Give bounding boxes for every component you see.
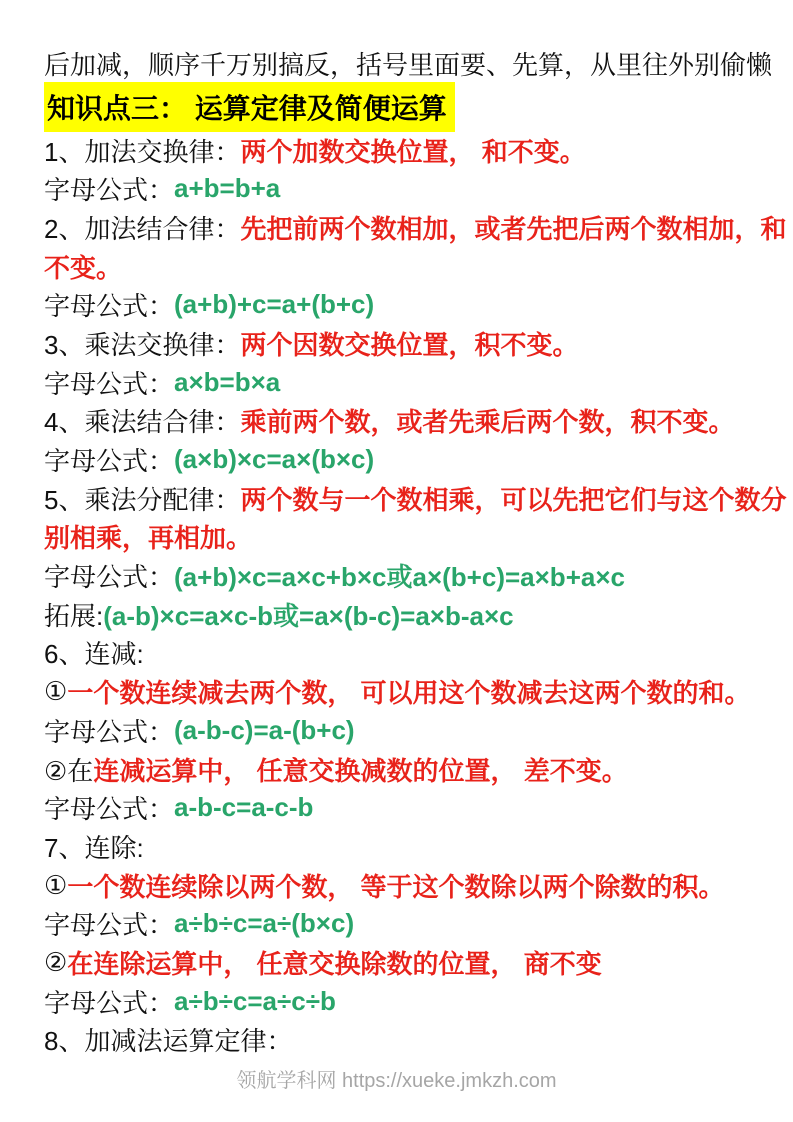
text-segment-red: 连减运算中， 任意交换减数的位置， 差不变。 [93, 755, 628, 786]
text-segment-red: 乘前两个数，或者先乘后两个数，积不变。 [240, 407, 735, 438]
text-segment-green: a÷b÷c=a÷c÷b [174, 985, 336, 1016]
text-segment-black: 字母公式： [44, 291, 175, 322]
text-segment-black: 拓展: [44, 600, 104, 631]
text-segment-green: (a+b)+c=a+(b+c) [174, 289, 375, 320]
text-line [44, 982, 784, 1021]
text-line [44, 750, 784, 789]
text-line [44, 479, 787, 518]
text-segment-red: 不变。 [44, 252, 123, 283]
text-segment-black: ① [44, 676, 68, 707]
text-line [44, 285, 784, 324]
text-line [44, 247, 784, 286]
text-segment-green: (a+b)×c=a×c+b×c或a×(b+c)=a×b+a×c [174, 562, 625, 593]
text-line [44, 672, 784, 711]
text-segment-red: 先把前两个数相加，或者先把后两个数相加，和 [240, 213, 787, 244]
text-line [44, 44, 784, 83]
text-line [44, 634, 784, 673]
footer-site-link: 领航学科网 https://xueke.jmkzh.com [236, 1070, 557, 1092]
text-segment-black: 字母公式： [44, 910, 175, 941]
text-segment-black: 字母公式： [44, 368, 175, 399]
text-line [44, 943, 784, 982]
text-segment-black: 字母公式： [44, 794, 175, 825]
text-segment-black: 字母公式： [44, 175, 175, 206]
text-line [44, 324, 784, 363]
text-line [44, 169, 784, 208]
text-line [44, 440, 784, 479]
text-segment-black: 1、加法交换律： [44, 136, 241, 167]
text-line [44, 518, 784, 557]
text-line [44, 788, 784, 827]
text-segment-green: (a×b)×c=a×(b×c) [174, 444, 375, 475]
text-line [44, 131, 784, 170]
text-segment-red: 在连除运算中， 任意交换除数的位置， 商不变 [67, 948, 602, 979]
text-line [44, 827, 784, 866]
document-body [44, 44, 787, 1059]
text-segment-black: 4、乘法结合律： [44, 407, 241, 438]
text-segment-green: a×b=b×a [174, 366, 281, 397]
text-segment-black: 字母公式： [44, 562, 175, 593]
footer-watermark [0, 1064, 793, 1093]
text-line [44, 556, 784, 595]
text-segment-green: (a-b-c)=a-(b+c) [174, 714, 355, 745]
text-segment-black: 后加减，顺序千万别搞反，括号里面要、先算，从里往外别偷懒 [44, 49, 773, 80]
text-line [44, 402, 784, 441]
text-segment-green: a-b-c=a-c-b [174, 792, 314, 823]
text-line [44, 904, 784, 943]
text-segment-red: 一个数连续减去两个数， 可以用这个数减去这两个数的和。 [67, 678, 751, 709]
text-segment-black: 字母公式： [44, 987, 175, 1018]
text-segment-red: 两个因数交换位置，积不变。 [240, 329, 579, 360]
text-segment-red: 两个加数交换位置， 和不变。 [240, 136, 586, 167]
text-segment-red: 两个数与一个数相乘，可以先把它们与这个数分 [240, 484, 787, 515]
text-segment-red: 别相乘，再相加。 [44, 523, 253, 554]
text-line [44, 363, 784, 402]
text-segment-black: 字母公式： [44, 446, 175, 477]
text-segment-black: 3、乘法交换律： [44, 329, 241, 360]
text-segment-black: 5、乘法分配律： [44, 484, 241, 515]
text-segment-title: 知识点三： 运算定律及简便运算 [44, 82, 455, 132]
text-segment-black: ②在 [44, 755, 94, 786]
text-segment-black: 8、加减法运算定律： [44, 1026, 293, 1057]
text-segment-green: (a-b)×c=a×c-b或=a×(b-c)=a×b-a×c [103, 600, 514, 631]
text-line [44, 595, 784, 634]
text-line [44, 1021, 784, 1060]
text-segment-green: a÷b÷c=a÷(b×c) [174, 908, 355, 939]
section-title [44, 83, 784, 131]
text-segment-black: ② [44, 946, 68, 977]
text-segment-red: 一个数连续除以两个数， 等于这个数除以两个除数的积。 [67, 871, 725, 902]
text-segment-black: 6、连减: [44, 639, 144, 670]
text-segment-black: 字母公式： [44, 716, 175, 747]
text-line [44, 866, 784, 905]
text-segment-black: 7、连除: [44, 832, 144, 863]
text-line [44, 711, 784, 750]
text-segment-black: 2、加法结合律： [44, 213, 241, 244]
text-segment-green: a+b=b+a [174, 173, 281, 204]
text-line [44, 208, 787, 247]
text-segment-black: ① [44, 869, 68, 900]
